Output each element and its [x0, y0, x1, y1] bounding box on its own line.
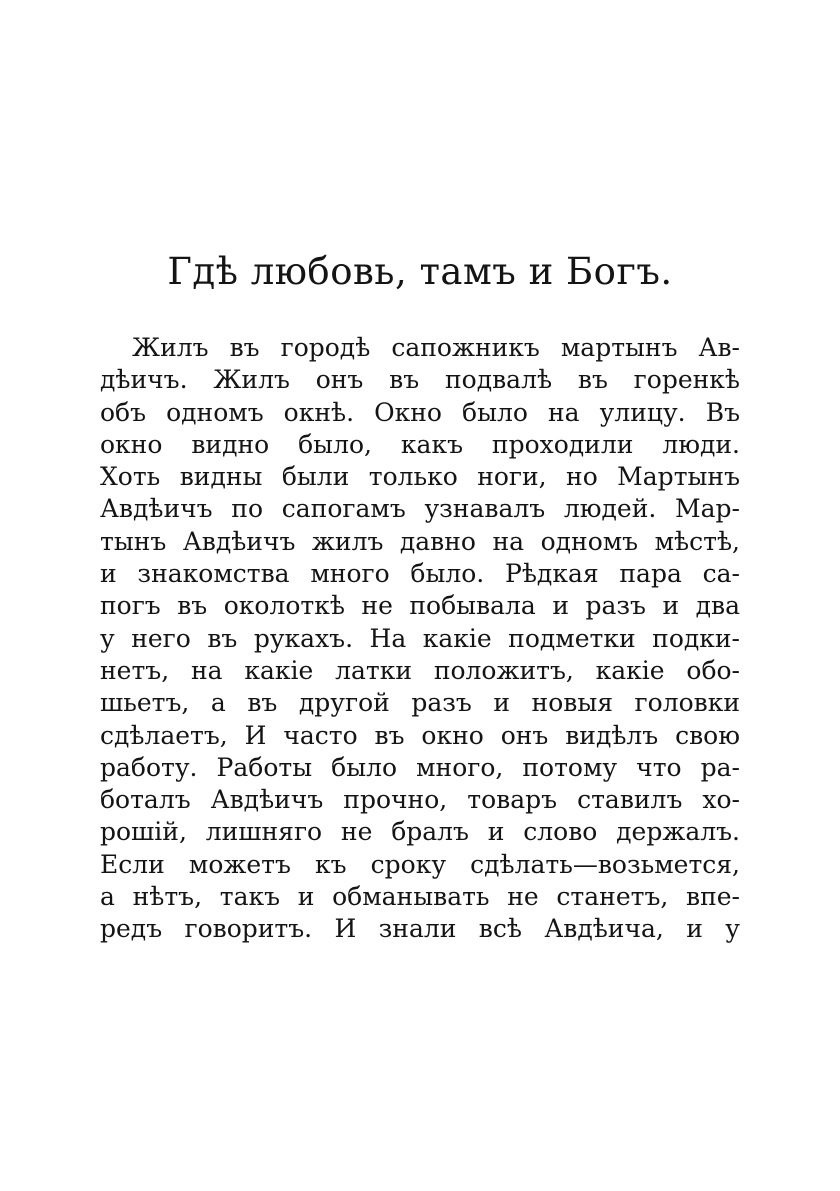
text-line: нетъ, на какіе латки положитъ, какіе обо-	[100, 655, 740, 685]
text-line: редъ говоритъ. И знали всѣ Авдѣича, и у	[100, 914, 740, 944]
chapter-title: Гдѣ любовь, тамъ и Богъ.	[167, 250, 673, 293]
text-line: сдѣлаетъ, И часто въ окно онъ видѣлъ свою	[100, 720, 740, 750]
text-line: и знакомства много было. Рѣдкая пара са-	[100, 559, 740, 589]
text-line: тынъ Авдѣичъ жилъ давно на одномъ мѣстѣ,	[100, 526, 740, 556]
text-line: Авдѣичъ по сапогамъ узнавалъ людей. Мар-	[100, 494, 740, 524]
text-line: дѣичъ. Жилъ онъ въ подвалѣ въ горенкѣ	[100, 365, 740, 395]
text-line: погъ въ околоткѣ не побывала и разъ и два	[100, 591, 740, 621]
text-line: объ одномъ окнѣ. Окно было на улицу. Въ	[100, 397, 740, 427]
text-line: работу. Работы было много, потому что ра-	[100, 752, 740, 782]
text-line: Если можетъ къ сроку сдѣлать—возьмется,	[100, 849, 740, 879]
text-line: окно видно было, какъ проходили люди.	[100, 429, 740, 459]
text-line: Жилъ въ городѣ сапожникъ мартынъ Ав-	[132, 333, 740, 362]
body-text	[100, 332, 740, 946]
text-line: шьетъ, а въ другой разъ и новыя головки	[100, 688, 740, 718]
text-line: боталъ Авдѣичъ прочно, товаръ ставилъ хо-	[100, 785, 740, 815]
text-line: Хоть видны были только ноги, но Мартынъ	[100, 462, 740, 492]
text-line: рошій, лишняго не бралъ и слово держалъ.	[100, 817, 740, 847]
text-line: а нѣтъ, такъ и обманывать не станетъ, впе-	[100, 882, 740, 912]
text-line: у него въ рукахъ. На какіе подметки подки-	[100, 623, 740, 653]
